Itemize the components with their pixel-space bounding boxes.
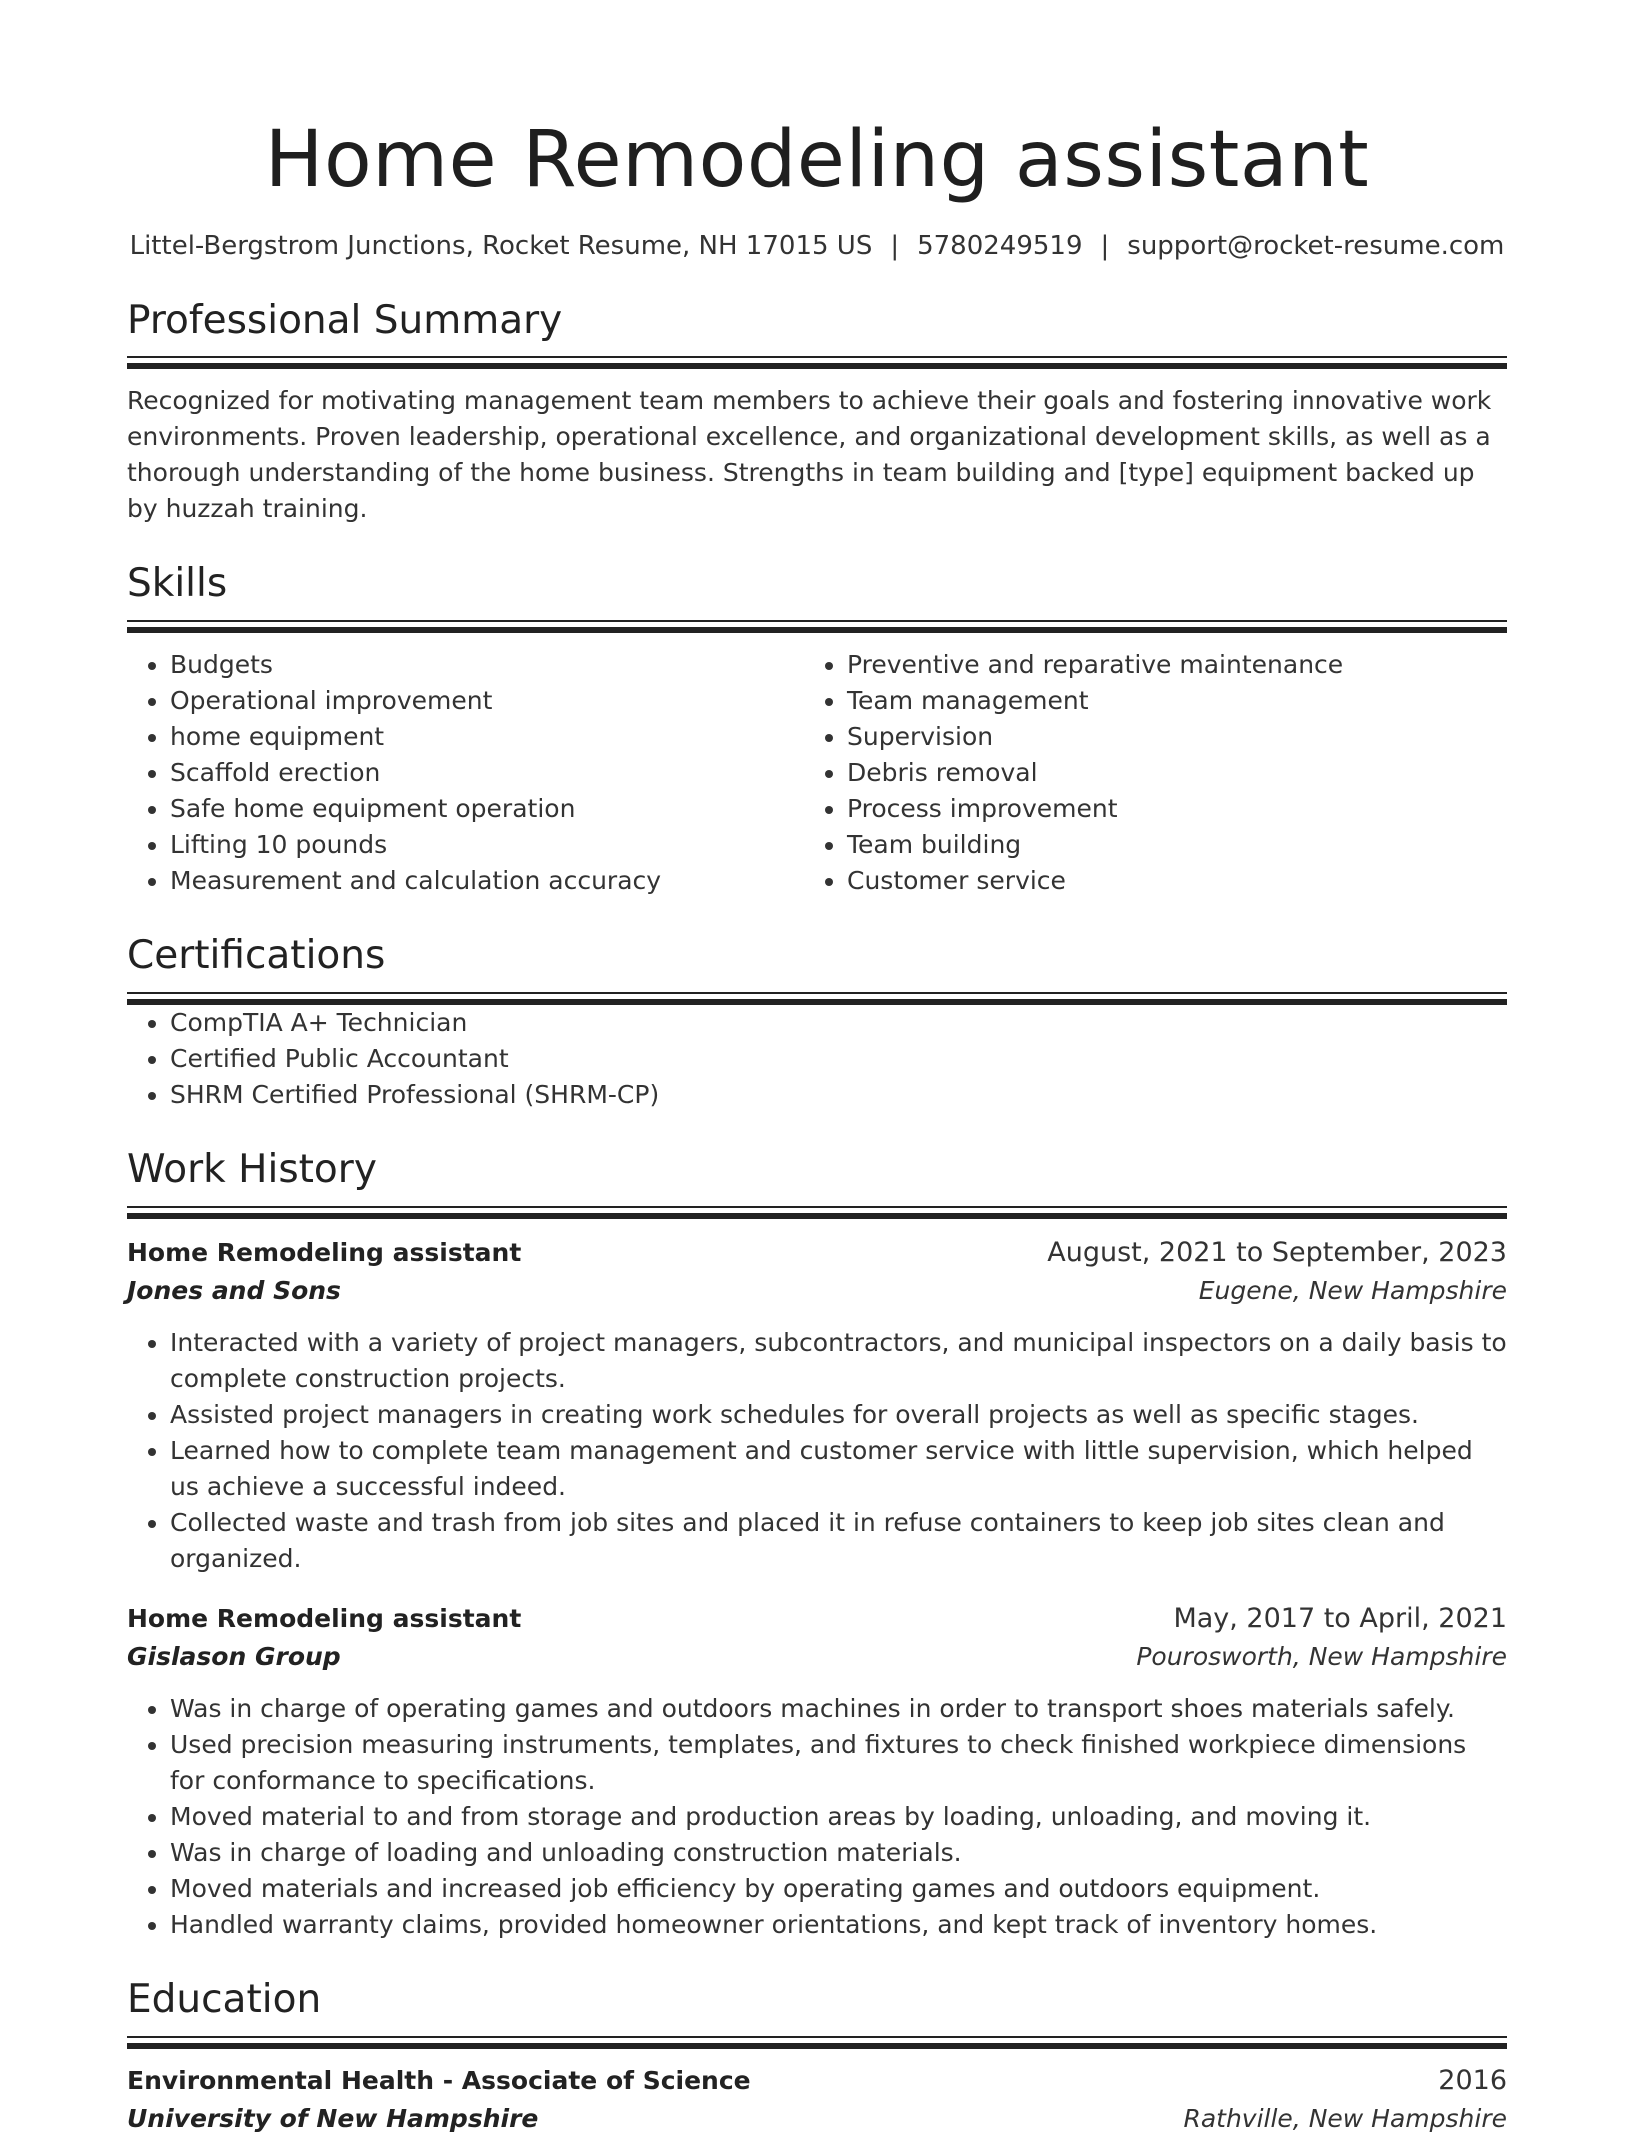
job-bullet: • Learned how to complete team management and customer service with little supervision, which helped us achieve a successful indeed. xyxy=(170,1433,1507,1505)
skill-item: • Team building xyxy=(847,827,1507,863)
education-degree-row xyxy=(127,2063,1507,2099)
skill-item: • Debris removal xyxy=(847,755,1507,791)
job-bullet: • Moved materials and increased job efficiency by operating games and outdoors equipment. xyxy=(170,1871,1507,1907)
skills-list-right xyxy=(804,647,1507,899)
contact-separator: | xyxy=(890,230,900,261)
job-title: Home Remodeling assistant xyxy=(127,1237,522,1267)
skill-item: • home equipment xyxy=(170,719,804,755)
contact-line xyxy=(127,230,1507,264)
education-degree: Environmental Health - Associate of Science xyxy=(127,2065,751,2095)
education-entry xyxy=(127,2063,1507,2139)
contact-email: support@rocket-resume.com xyxy=(1127,230,1505,261)
job-bullet: • Was in charge of operating games and outdoors machines in order to transport shoes materials safely. xyxy=(170,1691,1507,1727)
summary-section-header xyxy=(127,298,1507,370)
job-location: Pourosworth, New Hampshire xyxy=(1136,1641,1507,1671)
skill-item: • Customer service xyxy=(847,863,1507,899)
section-divider xyxy=(127,1206,1507,1219)
summary-heading: Professional Summary xyxy=(127,297,563,343)
section-divider xyxy=(127,2036,1507,2049)
skills-section-header xyxy=(127,561,1507,633)
job-bullets xyxy=(127,1691,1507,1943)
contact-address: Littel-Bergstrom Junctions, Rocket Resume, NH 17015 US xyxy=(129,230,873,261)
job-entry xyxy=(127,1601,1507,1943)
job-dates: August, 2021 to September, 2023 xyxy=(1047,1236,1507,1268)
education-section-header xyxy=(127,1977,1507,2049)
skill-item: • Lifting 10 pounds xyxy=(170,827,804,863)
education-location: Rathville, New Hampshire xyxy=(1183,2103,1507,2133)
job-bullet: • Used precision measuring instruments, templates, and fixtures to check finished workpiece dimensions for conformance to specifications. xyxy=(170,1727,1507,1799)
summary-text: Recognized for motivating management team members to achieve their goals and fostering innovative work environments. Proven leadership, operational excellence, and organizational development skills, as well as a thorough understanding of the home business. Strengths in team building and [type] equipment backed up by huzzah training. xyxy=(127,386,1492,524)
job-bullet: • Was in charge of loading and unloading construction materials. xyxy=(170,1835,1507,1871)
skill-item: • Operational improvement xyxy=(170,683,804,719)
skill-item: • Supervision xyxy=(847,719,1507,755)
job-bullet: • Handled warranty claims, provided homeowner orientations, and kept track of inventory homes. xyxy=(170,1907,1507,1943)
contact-separator: | xyxy=(1100,230,1110,261)
skill-item: • Team management xyxy=(847,683,1507,719)
skill-item: • Measurement and calculation accuracy xyxy=(170,863,804,899)
job-bullets xyxy=(127,1325,1507,1577)
job-company: Jones and Sons xyxy=(127,1275,341,1305)
certifications-heading: Certifications xyxy=(127,933,386,979)
job-entry xyxy=(127,1235,1507,1577)
certification-item: • CompTIA A+ Technician xyxy=(170,1005,1507,1041)
job-dates: May, 2017 to April, 2021 xyxy=(1173,1602,1507,1634)
skills-grid xyxy=(127,647,1507,899)
job-title: Home Remodeling assistant xyxy=(127,1603,522,1633)
job-bullet: • Interacted with a variety of project managers, subcontractors, and municipal inspectors on a daily basis to complete construction projects. xyxy=(170,1325,1507,1397)
skill-item: • Safe home equipment operation xyxy=(170,791,804,827)
job-bullet: • Collected waste and trash from job sites and placed it in refuse containers to keep job sites clean and organized. xyxy=(170,1505,1507,1577)
job-bullet: • Assisted project managers in creating work schedules for overall projects as well as specific stages. xyxy=(170,1397,1507,1433)
job-location: Eugene, New Hampshire xyxy=(1198,1275,1507,1305)
job-header-row xyxy=(127,1601,1507,1637)
section-divider xyxy=(127,356,1507,369)
contact-phone: 5780249519 xyxy=(917,230,1083,261)
work-section-header xyxy=(127,1147,1507,1219)
resume-name: Home Remodeling assistant xyxy=(264,115,1370,205)
skill-item: • Budgets xyxy=(170,647,804,683)
skill-item: • Preventive and reparative maintenance xyxy=(847,647,1507,683)
education-school-row xyxy=(127,2099,1507,2139)
skills-heading: Skills xyxy=(127,561,228,607)
skills-list-left xyxy=(127,647,804,899)
job-bullet: • Moved material to and from storage and production areas by loading, unloading, and moving it. xyxy=(170,1799,1507,1835)
education-heading: Education xyxy=(127,1976,322,2022)
certifications-list xyxy=(127,1005,1507,1113)
certification-item: • SHRM Certified Professional (SHRM-CP) xyxy=(170,1077,1507,1113)
section-divider xyxy=(127,992,1507,1005)
skill-item: • Scaffold erection xyxy=(170,755,804,791)
job-header-row xyxy=(127,1235,1507,1271)
certifications-section-header xyxy=(127,933,1507,1005)
section-divider xyxy=(127,620,1507,633)
job-company: Gislason Group xyxy=(127,1641,341,1671)
job-company-row xyxy=(127,1637,1507,1677)
job-company-row xyxy=(127,1271,1507,1311)
education-school: University of New Hampshire xyxy=(127,2103,539,2133)
certification-item: • Certified Public Accountant xyxy=(170,1041,1507,1077)
skill-item: • Process improvement xyxy=(847,791,1507,827)
education-year: 2016 xyxy=(1438,2064,1507,2096)
work-heading: Work History xyxy=(127,1146,377,1192)
